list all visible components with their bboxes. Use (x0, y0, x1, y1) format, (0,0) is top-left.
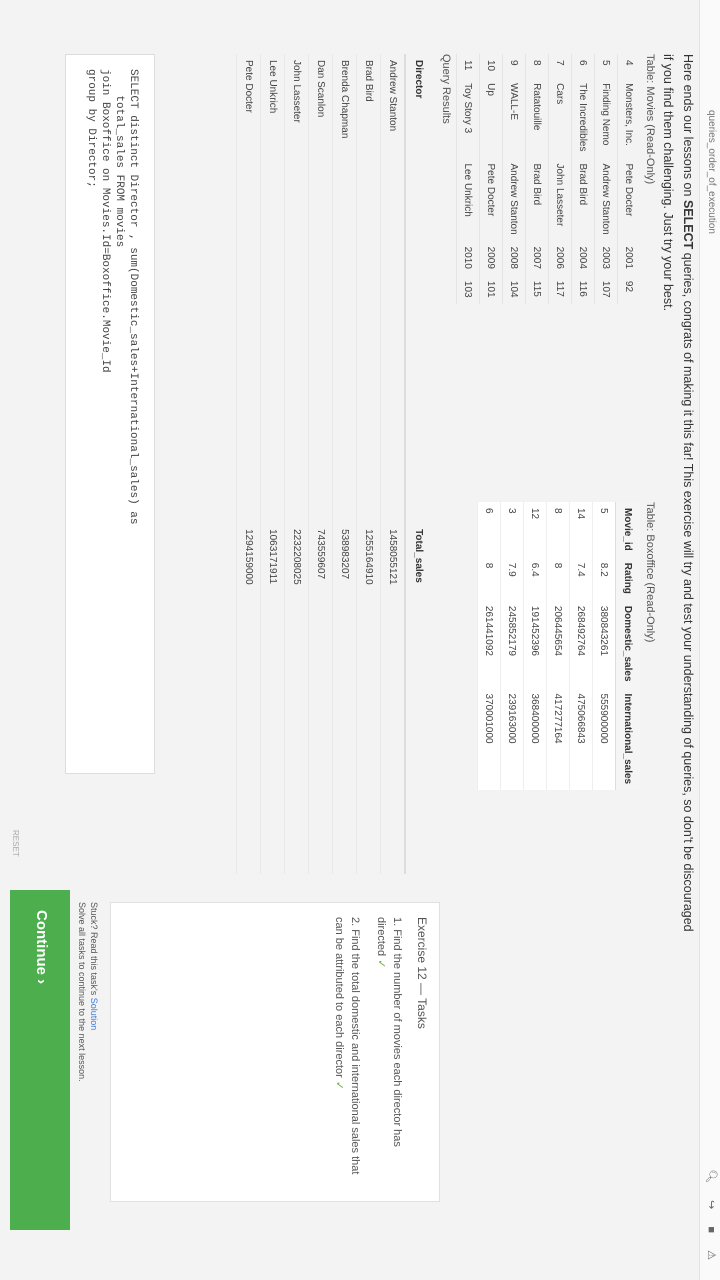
query-line: group by Director; (85, 69, 97, 188)
table-row (524, 502, 547, 790)
sql-query-editor[interactable] (65, 54, 155, 774)
cell-year: 2001 (618, 241, 641, 275)
table-cell: 261441092 (478, 600, 501, 688)
cell-director: Brad Bird (526, 158, 549, 241)
query-line: total_sales FROM movies (113, 69, 125, 248)
table-row (570, 502, 593, 790)
cell-year: 2003 (595, 241, 618, 275)
cell-title: Finding Nemo (595, 77, 618, 157)
column-header: Director (405, 54, 432, 523)
tasks-title: Exercise 12 — Tasks (415, 917, 429, 1029)
table-row (503, 54, 526, 304)
table-cell: Dan Scanlon (309, 54, 333, 523)
table-cell: 1255164910 (357, 523, 381, 874)
cell-director: Andrew Stanton (595, 158, 618, 241)
cell-year: 2010 (457, 241, 480, 275)
table-cell: 12 (524, 502, 547, 557)
table-cell: Lee Unkrich (261, 54, 285, 523)
search-icon[interactable]: 🔍︎ (705, 1169, 717, 1184)
table-cell: 8.2 (593, 557, 616, 600)
cell-length: 103 (457, 275, 480, 304)
table-row (309, 54, 333, 874)
table-cell: 8 (547, 502, 570, 557)
table-row (572, 54, 595, 304)
table-row (618, 54, 641, 304)
cell-director: Brad Bird (572, 158, 595, 241)
cell-id: 8 (526, 54, 549, 77)
cell-year: 2007 (526, 241, 549, 275)
table-cell: 1294159000 (237, 523, 261, 874)
cell-id: 4 (618, 54, 641, 77)
solution-link[interactable]: Solution (89, 997, 99, 1031)
cell-director: John Lasseter (549, 158, 572, 241)
cell-id: 11 (457, 54, 480, 77)
table-cell: Brad Bird (357, 54, 381, 523)
sign-icon[interactable]: ■ (705, 1226, 717, 1234)
cell-title: Ratatouille (526, 77, 549, 157)
boxoffice-table-label: Table: Boxoffice (Read-Only) (644, 502, 656, 643)
table-cell: 8 (478, 557, 501, 600)
table-cell: Pete Docter (237, 54, 261, 523)
cell-year: 2004 (572, 241, 595, 275)
table-cell: 2232208025 (285, 523, 309, 874)
table-row (285, 54, 309, 874)
continue-button[interactable]: Continue › (10, 890, 70, 1230)
table-cell: 14 (570, 502, 593, 557)
table-row (237, 54, 261, 874)
table-row (478, 502, 501, 790)
table-row (261, 54, 285, 874)
table-row (333, 54, 357, 874)
cell-title: WALL-E (503, 77, 526, 157)
table-cell: 538983207 (333, 523, 357, 874)
table-cell: 239163000 (501, 688, 524, 791)
cell-title: The Incredibles (572, 77, 595, 157)
cell-length: 107 (595, 275, 618, 304)
warning-icon[interactable]: ⚠ (705, 1250, 717, 1260)
reset-button[interactable]: RESET (11, 830, 20, 857)
cell-id: 6 (572, 54, 595, 77)
column-header: Total_sales (405, 523, 432, 874)
table-row (357, 54, 381, 874)
table-row (595, 54, 618, 304)
cell-id: 10 (480, 54, 503, 77)
task-item-1: 1. Find the number of movies each director has directed ✓ (375, 917, 403, 1147)
breadcrumb: queries_order_of_execution (706, 110, 717, 234)
movies-table-label: Table: Movies (Read-Only) (644, 54, 656, 185)
table-cell: 3 (501, 502, 524, 557)
table-row (457, 54, 480, 304)
query-results-table (236, 54, 432, 874)
column-header: Rating (616, 557, 641, 600)
table-row (547, 502, 570, 790)
query-results-label: Query Results (440, 54, 452, 124)
intro-text-1: Here ends our lessons on (681, 54, 695, 197)
table-cell: 475066843 (570, 688, 593, 791)
table-row (501, 502, 524, 790)
lesson-intro (658, 54, 698, 934)
column-header: Movie_id (616, 502, 641, 557)
intro-text-2: queries, congrats of making it this far! This exercise will try and test your understanding of queries, so don't be discouraged if you find them challenging. Just try your best. (661, 54, 695, 932)
browser-topbar (699, 0, 720, 1280)
table-row (480, 54, 503, 304)
cell-year: 2006 (549, 241, 572, 275)
table-cell: 417277164 (547, 688, 570, 791)
share-icon[interactable]: ↪ (705, 1200, 717, 1210)
table-cell: Brenda Chapman (333, 54, 357, 523)
cell-year: 2009 (480, 241, 503, 275)
task-item-2: 2. Find the total domestic and international sales that can be attributed to each director ✓ (333, 917, 361, 1175)
table-row (549, 54, 572, 304)
cell-year: 2008 (503, 241, 526, 275)
table-cell: 245852179 (501, 600, 524, 688)
movies-table (456, 54, 640, 304)
cell-id: 9 (503, 54, 526, 77)
cell-length: 101 (480, 275, 503, 304)
table-cell: 743559607 (309, 523, 333, 874)
cell-director: Lee Unkrich (457, 158, 480, 241)
cell-director: Andrew Stanton (503, 158, 526, 241)
table-cell: 368400000 (524, 688, 547, 791)
table-cell: 380843261 (593, 600, 616, 688)
query-line: SELECT distinct Director , sum(Domestic_sales+International_sales) as (127, 69, 139, 525)
table-cell: 6.4 (524, 557, 547, 600)
table-cell: 7.4 (570, 557, 593, 600)
cell-id: 7 (549, 54, 572, 77)
cell-title: Monsters, Inc. (618, 77, 641, 157)
table-cell: 206445654 (547, 600, 570, 688)
table-cell: 555900000 (593, 688, 616, 791)
cell-length: 92 (618, 275, 641, 304)
stuck-hint: Stuck? Read this task's Solution Solve all tasks to continue to the next lesson. (77, 902, 99, 1082)
table-cell: 6 (478, 502, 501, 557)
cell-length: 115 (526, 275, 549, 304)
table-cell: 5 (593, 502, 616, 557)
query-line: join Boxoffice on Movies.Id=Boxoffice.Movie_Id (99, 69, 111, 373)
table-cell: 191452396 (524, 600, 547, 688)
table-cell: John Lasseter (285, 54, 309, 523)
cell-title: Up (480, 77, 503, 157)
table-row (381, 54, 406, 874)
cell-length: 116 (572, 275, 595, 304)
table-cell: 1458055121 (381, 523, 406, 874)
table-cell: 7.9 (501, 557, 524, 600)
table-row (593, 502, 616, 790)
table-cell: 1063171911 (261, 523, 285, 874)
intro-bold: SELECT (681, 199, 695, 250)
check-icon: ✓ (375, 959, 387, 969)
column-header: International_sales (616, 688, 641, 791)
table-cell: Andrew Stanton (381, 54, 406, 523)
cell-id: 5 (595, 54, 618, 77)
cell-title: Toy Story 3 (457, 77, 480, 157)
table-cell: 370001000 (478, 688, 501, 791)
boxoffice-table (477, 502, 640, 790)
table-cell: 268492764 (570, 600, 593, 688)
cell-director: Pete Docter (618, 158, 641, 241)
column-header: Domestic_sales (616, 600, 641, 688)
cell-length: 104 (503, 275, 526, 304)
table-row (526, 54, 549, 304)
check-icon: ✓ (333, 1080, 345, 1091)
cell-title: Cars (549, 77, 572, 157)
cell-length: 117 (549, 275, 572, 304)
tasks-panel (110, 902, 440, 1202)
table-cell: 8 (547, 557, 570, 600)
topbar-icons (705, 1155, 718, 1260)
cell-director: Pete Docter (480, 158, 503, 241)
